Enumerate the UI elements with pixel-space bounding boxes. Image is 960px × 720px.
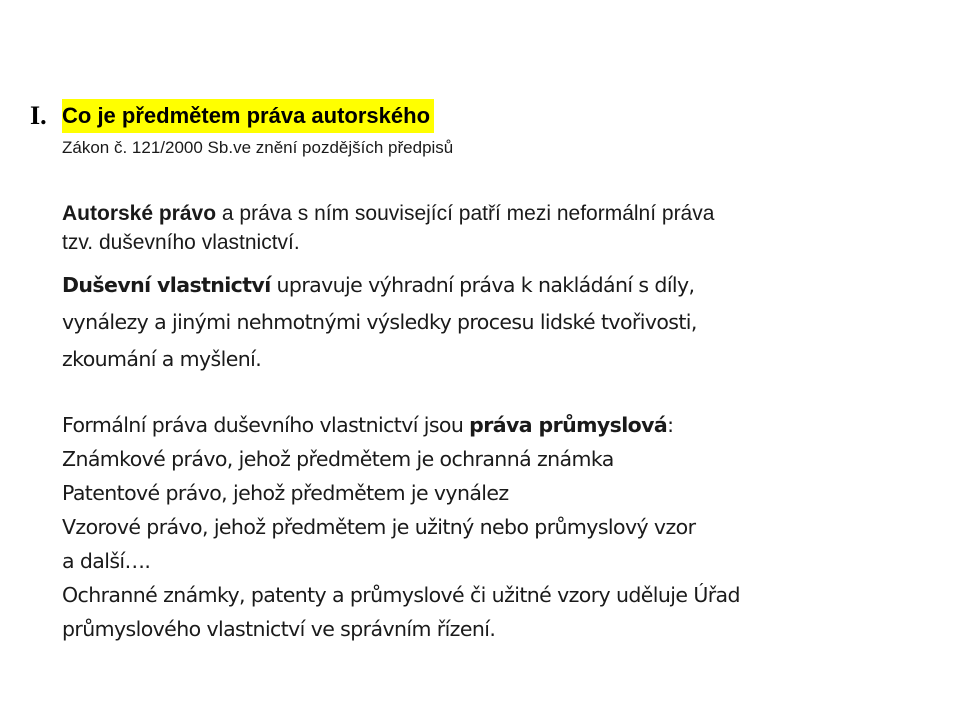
paragraph-line: zkoumání a myšlení. bbox=[62, 347, 262, 371]
paragraph-industrial-rights bbox=[62, 408, 942, 646]
paragraph-line: Formální práva duševního vlastnictví jsou práva průmyslová: bbox=[62, 413, 674, 437]
law-reference: Zákon č. 121/2000 Sb.ve znění pozdějších předpisů bbox=[62, 138, 454, 157]
list-item: Známkové právo, jehož předmětem je ochranná známka bbox=[62, 447, 614, 471]
paragraph-line: průmyslového vlastnictví ve správním řízení. bbox=[62, 617, 496, 641]
term-intellectual-property: Duševní vlastnictví bbox=[62, 273, 271, 297]
list-item: Vzorové právo, jehož předmětem je užitný nebo průmyslový vzor bbox=[62, 515, 696, 539]
paragraph-line: Autorské právo a práva s ním související patří mezi neformální práva bbox=[62, 202, 715, 225]
paragraph-line: Ochranné známky, patenty a průmyslové či užitné vzory uděluje Úřad bbox=[62, 583, 740, 607]
list-item: Patentové právo, jehož předmětem je vynález bbox=[62, 481, 509, 505]
term-copyright: Autorské právo bbox=[62, 202, 217, 225]
paragraph-intellectual-property bbox=[62, 267, 942, 378]
paragraph-line: vynálezy a jinými nehmotnými výsledky procesu lidské tvořivosti, bbox=[62, 310, 697, 334]
paragraph-line: tzv. duševního vlastnictví. bbox=[62, 231, 300, 254]
section-heading bbox=[30, 99, 434, 133]
paragraph-line: Duševní vlastnictví upravuje výhradní práva k nakládání s díly, bbox=[62, 273, 695, 297]
paragraph-copyright bbox=[62, 199, 932, 257]
section-title: Co je předmětem práva autorského bbox=[62, 99, 434, 133]
section-number: I. bbox=[30, 101, 47, 130]
term-industrial-rights: práva průmyslová bbox=[469, 413, 668, 437]
list-item: a další…. bbox=[62, 549, 151, 573]
